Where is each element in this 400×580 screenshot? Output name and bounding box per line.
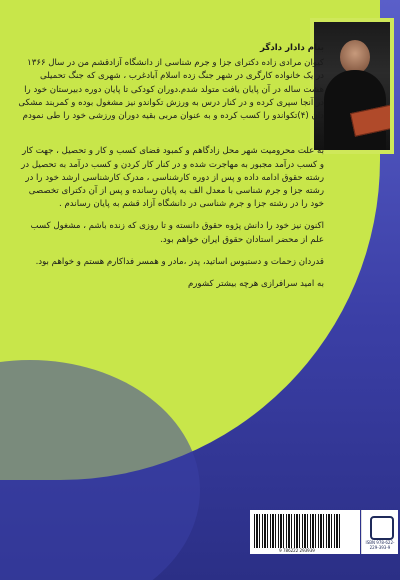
paragraph-4: قدردان زحمات و دستبوس اساتید، پدر ،مادر و همسر فداکارم هستم و خواهم بود. (35, 256, 324, 267)
greeting-line: بنام دادار دادگر (259, 43, 324, 53)
barcode-icon (254, 514, 340, 548)
publisher-logo-icon (370, 516, 394, 540)
author-photo (314, 22, 390, 150)
isbn-label: ISBN 978-622-229-393-9 (365, 540, 395, 550)
biography-text (18, 42, 324, 300)
barcode-box (250, 510, 360, 554)
paragraph-3: اکنون نیز خود را دانش پژوه حقوق دانسته و تا روزی که زنده باشم ، مشغول کسب علم از محضر استادان حقوق ایران خواهم بود. (30, 221, 324, 245)
barcode-number: 9 786222 293939 (279, 548, 315, 553)
paragraph-5: به امید سرافرازی هرچه بیشتر کشورم (187, 279, 324, 290)
paragraph-2: به علت محرومیت شهر محل زادگاهم و کمبود فضای کسب و کار و تحصیل ، جهت کار و کسب درآمد مجبور به مهاجرت شده و در کنار کار کردن و کسب درآمد به تحصیل در رشته حقوق ادامه داده و پس از دوره کارشناسی ، مدرک کارشناسی ارشد خود را در رشته جزا و جرم شناسی با معدل الف به پایان رسانده و پس از آن دکترای تخصصی خود را در رشته جزا و جرم شناسی در دانشگاه آزاد قشم به پایان رساندم . (21, 146, 324, 210)
author-head (340, 40, 370, 74)
paragraph-1: کیوان مرادی زاده دکترای جزا و جرم شناسی از دانشگاه آزادقشم من در سال ۱۳۶۶ در یک خانواده کارگری در شهر جنگ زده اسلام آبادغرب ، شهری که جنگ تحمیلی هشت ساله در آن پایان یافت متولد شدم.دوران کودکی تا پایان دوره دبیرستان خود را در آنجا سپری کرده و در کنار درس به ورزش تکواندو نیز مشغول بوده و کمربند مشکی دان (۴)تکواندو را کسب کرده و به عنوان مربی بقیه دوران ورزشی خود را طی نمودم ام. (18, 58, 324, 135)
publisher-logo (361, 510, 398, 554)
